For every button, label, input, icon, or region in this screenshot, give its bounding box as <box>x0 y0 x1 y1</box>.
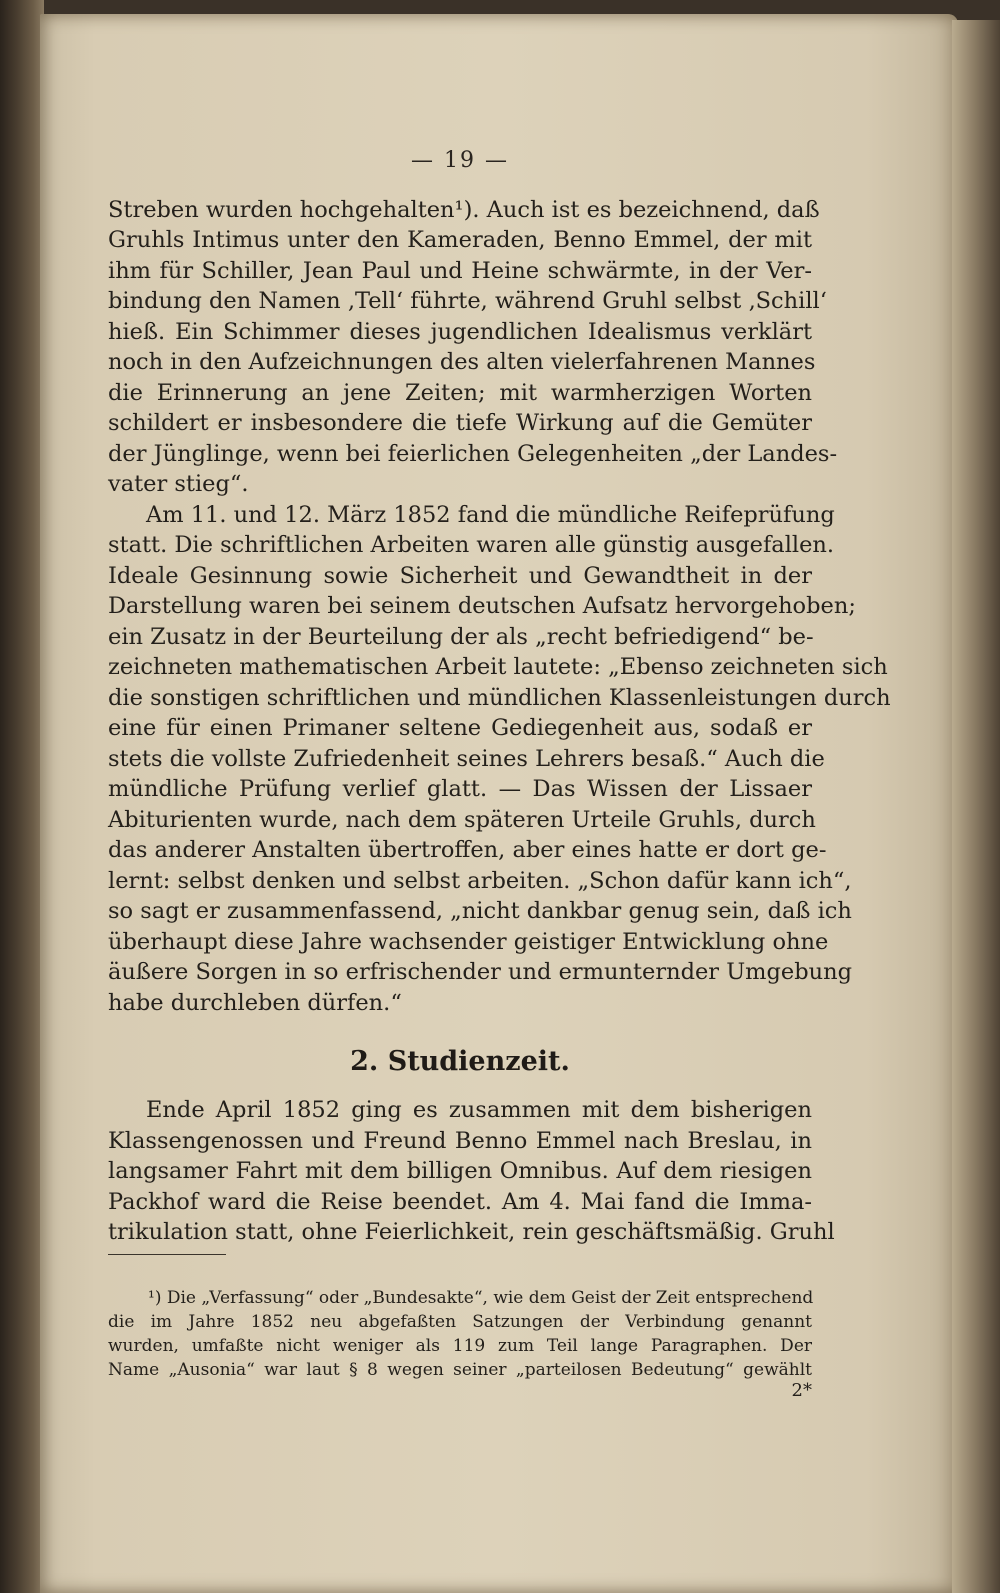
body-line: die sonstigen schriftlichen und mündlichen Klassenleistungen durch <box>108 685 891 711</box>
section-line: langsamer Fahrt mit dem billigen Omnibus. Auf dem riesigen <box>108 1158 812 1184</box>
page-number: — 19 — <box>411 148 509 173</box>
footnote-line: Name „Ausonia“ war laut § 8 wegen seiner „parteilosen Bedeutung“ gewählt <box>108 1360 812 1380</box>
book-spine <box>0 0 44 1593</box>
body-line: Abiturienten wurde, nach dem späteren Urteile Gruhls, durch <box>108 807 816 833</box>
body-line: Streben wurden hochgehalten¹). Auch ist es bezeichnend, daß <box>108 197 820 223</box>
body-line: vater stieg“. <box>108 471 249 497</box>
body-line: schildert er insbesondere die tiefe Wirkung auf die Gemüter <box>108 410 812 436</box>
page-edges <box>952 20 1000 1593</box>
section-line: Packhof ward die Reise beendet. Am 4. Mai fand die Imma- <box>108 1189 812 1215</box>
body-line: lernt: selbst denken und selbst arbeiten. „Schon dafür kann ich“, <box>108 868 852 894</box>
body-line: habe durchleben dürfen.“ <box>108 990 402 1016</box>
body-line: stets die vollste Zufriedenheit seines Lehrers besaß.“ Auch die <box>108 746 825 772</box>
section-line: trikulation statt, ohne Feierlichkeit, rein geschäftsmäßig. Gruhl <box>108 1219 835 1245</box>
body-line: die Erinnerung an jene Zeiten; mit warmherzigen Worten <box>108 380 812 406</box>
body-line: noch in den Aufzeichnungen des alten vielerfahrenen Mannes <box>108 349 816 375</box>
footnote-line: ¹) Die „Verfassung“ oder „Bundesakte“, wie dem Geist der Zeit entsprechend <box>148 1288 814 1308</box>
footnote-rule <box>108 1254 226 1255</box>
body-line: zeichneten mathematischen Arbeit lautete: „Ebenso zeichneten sich <box>108 654 888 680</box>
body-line: Am 11. und 12. März 1852 fand die mündliche Reifeprüfung <box>146 502 835 528</box>
body-line: so sagt er zusammenfassend, „nicht dankbar genug sein, daß ich <box>108 898 852 924</box>
body-line: das anderer Anstalten übertroffen, aber eines hatte er dort ge- <box>108 837 827 863</box>
signature-mark: 2* <box>791 1380 812 1401</box>
body-line: Gruhls Intimus unter den Kameraden, Benno Emmel, der mit <box>108 227 812 253</box>
body-line: mündliche Prüfung verlief glatt. — Das Wissen der Lissaer <box>108 776 812 802</box>
footnote-line: die im Jahre 1852 neu abgefaßten Satzungen der Verbindung genannt <box>108 1312 812 1332</box>
body-line: ein Zusatz in der Beurteilung der als „recht befriedigend“ be- <box>108 624 814 650</box>
body-line: Ideale Gesinnung sowie Sicherheit und Gewandtheit in der <box>108 563 812 589</box>
section-line: Ende April 1852 ging es zusammen mit dem bisherigen <box>146 1097 812 1123</box>
section-line: Klassengenossen und Freund Benno Emmel nach Breslau, in <box>108 1128 812 1154</box>
body-line: eine für einen Primaner seltene Gediegenheit aus, sodaß er <box>108 715 812 741</box>
body-line: statt. Die schriftlichen Arbeiten waren alle günstig ausgefallen. <box>108 532 835 558</box>
body-line: äußere Sorgen in so erfrischender und ermunternder Umgebung <box>108 959 853 985</box>
body-line: der Jünglinge, wenn bei feierlichen Gelegenheiten „der Landes- <box>108 441 838 467</box>
body-line: ihm für Schiller, Jean Paul und Heine schwärmte, in der Ver- <box>108 258 812 284</box>
body-line: Darstellung waren bei seinem deutschen Aufsatz hervorgehoben; <box>108 593 856 619</box>
body-line: bindung den Namen ‚Tell‘ führte, während Gruhl selbst ‚Schill‘ <box>108 288 827 314</box>
body-line: hieß. Ein Schimmer dieses jugendlichen Idealismus verklärt <box>108 319 812 345</box>
section-heading: 2. Studienzeit. <box>350 1046 570 1077</box>
body-line: überhaupt diese Jahre wachsender geistiger Entwicklung ohne <box>108 929 829 955</box>
footnote-line: wurden, umfaßte nicht weniger als 119 zum Teil lange Paragraphen. Der <box>108 1336 812 1356</box>
